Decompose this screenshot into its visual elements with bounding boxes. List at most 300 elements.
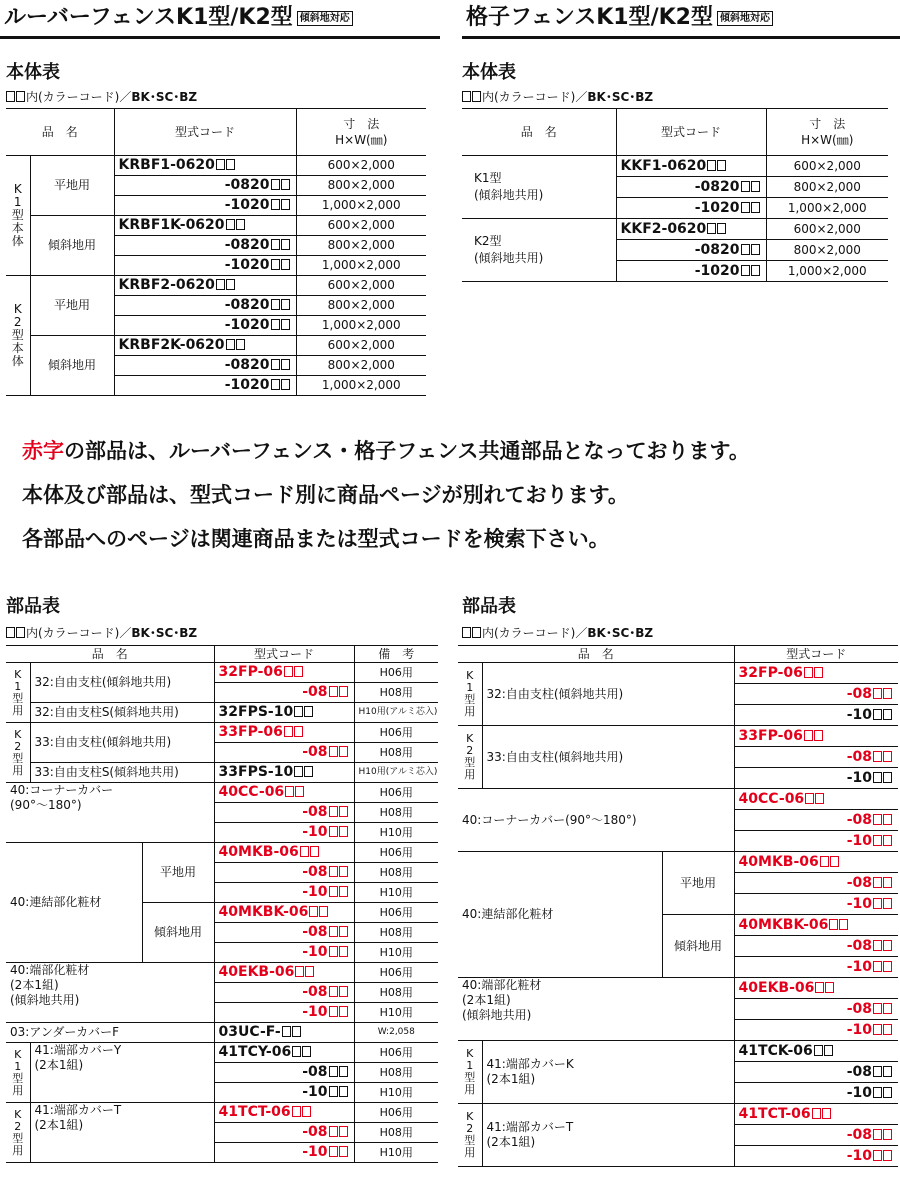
notice-line-1: 赤字の部品は、ルーバーフェンス・格子フェンス共通部品となっております。 — [22, 439, 750, 463]
color-code-box-icon — [883, 814, 892, 825]
right-page-title — [466, 4, 773, 32]
color-code-box-icon — [339, 686, 348, 697]
right-color-note: 内(カラーコード)／BK･SC･BZ — [462, 90, 653, 105]
color-code-box-icon — [339, 826, 348, 837]
code-text: -08 — [302, 864, 328, 880]
model-code — [214, 1063, 354, 1083]
code-text: 40MKB-06 — [218, 844, 299, 860]
color-code-box-icon — [339, 886, 348, 897]
parts-row — [6, 1103, 438, 1123]
color-code-box-icon — [751, 244, 760, 255]
model-code — [734, 663, 898, 684]
dimension: 600×2,000 — [766, 156, 888, 177]
dimension: 1,000×2,000 — [766, 198, 888, 219]
model-code — [616, 156, 766, 177]
remarks: H06用 — [354, 843, 438, 863]
color-code-box-icon — [292, 1106, 301, 1117]
model-code — [114, 376, 296, 396]
model-code — [734, 1125, 898, 1146]
code-text: KRBF2K-0620 — [118, 337, 225, 353]
color-code-box-icon — [302, 1106, 311, 1117]
slope-label: 傾斜地用 — [142, 903, 214, 963]
model-code — [214, 983, 354, 1003]
code-text: 33FP-06 — [218, 724, 283, 740]
color-code-box-icon — [271, 359, 280, 370]
color-code-box-icon — [883, 877, 892, 888]
color-code-box-icon — [281, 199, 290, 210]
color-code-box-icon — [873, 709, 882, 720]
color-code-box-icon — [339, 1126, 348, 1137]
color-code-box-icon — [717, 160, 726, 171]
header-dim: 寸 法 H×W(㎜) — [766, 109, 888, 156]
code-text: -08 — [846, 1126, 873, 1143]
slope-label: 傾斜地用 — [30, 336, 114, 396]
code-text: KKF1-0620 — [620, 157, 707, 174]
color-code-box-icon — [285, 786, 294, 797]
left-page-title — [4, 4, 353, 32]
color-code-box-icon — [339, 1006, 348, 1017]
code-text: -10 — [846, 706, 873, 723]
dimension: 1,000×2,000 — [296, 376, 426, 396]
model-code — [214, 1043, 354, 1063]
code-text: -08 — [846, 685, 873, 702]
code-text: -08 — [302, 1064, 328, 1080]
color-code-box-icon — [226, 279, 235, 290]
model-code — [734, 789, 898, 810]
color-code-box-icon — [281, 179, 290, 190]
k2-parts-label: K 2 型 用 — [6, 1103, 30, 1163]
color-code-box-icon — [741, 202, 750, 213]
color-code-box-icon — [339, 1086, 348, 1097]
model-code — [616, 240, 766, 261]
color-code-box-icon — [822, 1108, 831, 1119]
header-name: 品 名 — [462, 109, 616, 156]
color-code-box-icon — [319, 906, 328, 917]
color-code-box-icon — [294, 726, 303, 737]
remarks: H10用(アルミ芯入) — [354, 763, 438, 783]
color-code-box-icon — [741, 244, 750, 255]
k1-parts-label: K 1 型 用 — [458, 663, 482, 726]
color-code-box-icon — [883, 898, 892, 909]
k2-parts-label: K 2 型 用 — [458, 726, 482, 789]
model-code — [214, 803, 354, 823]
model-code — [616, 219, 766, 240]
model-code — [734, 1062, 898, 1083]
right-title-text: 格子フェンスK1型/K2型 — [466, 5, 713, 30]
model-code — [616, 177, 766, 198]
remarks: H08用 — [354, 743, 438, 763]
color-code-box-icon — [717, 223, 726, 234]
remarks: H08用 — [354, 683, 438, 703]
color-code-box-icon — [883, 688, 892, 699]
code-text: 40MKBK-06 — [738, 916, 829, 933]
color-code-box-icon — [812, 1108, 821, 1119]
color-code-box-icon — [873, 1003, 882, 1014]
left-title-rule — [0, 36, 440, 39]
color-code-box-icon — [815, 793, 824, 804]
model-code — [214, 1023, 354, 1043]
color-code-box-icon — [226, 339, 235, 350]
model-code — [734, 810, 898, 831]
remarks: H08用 — [354, 1123, 438, 1143]
parts-row — [458, 789, 898, 810]
color-code-box-icon — [883, 1003, 892, 1014]
parts-row — [458, 1104, 898, 1125]
parts-row — [6, 783, 438, 803]
color-code-box-icon — [873, 1066, 882, 1077]
code-text: -0820 — [694, 241, 740, 258]
flat-label: 平地用 — [142, 843, 214, 903]
part-40ekb: 40:端部化粧材 (2本1組) (傾斜地共用) — [6, 963, 214, 1023]
model-code — [734, 1041, 898, 1062]
code-text: -1020 — [224, 197, 270, 213]
code-text: -10 — [302, 824, 328, 840]
code-text: 41TCY-06 — [218, 1044, 292, 1060]
color-code-box-icon — [883, 751, 892, 762]
model-code — [734, 768, 898, 789]
remarks: H10用 — [354, 1143, 438, 1163]
color-code-box-icon — [873, 1150, 882, 1161]
parts-row — [6, 843, 438, 863]
model-code — [214, 1083, 354, 1103]
color-code-box-icon — [839, 919, 848, 930]
model-code — [214, 743, 354, 763]
code-text: -1020 — [224, 317, 270, 333]
part-03: 03:アンダーカバーF — [6, 1023, 214, 1043]
header-code: 型式コード — [616, 109, 766, 156]
part-41k: 41:端部カバーK (2本1組) — [482, 1041, 734, 1104]
color-code-box-icon — [271, 319, 280, 330]
color-code-box-icon — [226, 159, 235, 170]
code-text: 41TCT-06 — [738, 1105, 811, 1122]
color-code-box-icon — [281, 299, 290, 310]
model-code — [616, 198, 766, 219]
color-code-box-icon — [883, 772, 892, 783]
left-body-table-title: 本体表 — [6, 62, 60, 83]
color-code-box-icon — [804, 667, 813, 678]
model-code — [214, 823, 354, 843]
code-text: -10 — [846, 1147, 873, 1164]
code-text: -0820 — [224, 237, 270, 253]
model-code — [214, 683, 354, 703]
remarks: H10用 — [354, 823, 438, 843]
color-code-box-icon — [825, 982, 834, 993]
color-code-box-icon — [883, 835, 892, 846]
color-code-box-icon — [216, 279, 225, 290]
color-code-box-icon — [883, 961, 892, 972]
header-code: 型式コード — [214, 646, 354, 663]
color-code-box-icon — [707, 160, 716, 171]
color-code-box-icon — [339, 986, 348, 997]
model-code — [214, 663, 354, 683]
model-code — [114, 256, 296, 276]
dimension: 800×2,000 — [766, 240, 888, 261]
code-text: -08 — [302, 744, 328, 760]
code-text: -0820 — [224, 297, 270, 313]
color-code-box-icon — [329, 926, 338, 937]
parts-row — [6, 723, 438, 743]
color-code-box-icon — [329, 826, 338, 837]
header-remarks: 備 考 — [354, 646, 438, 663]
part-40mkb: 40:連結部化粧材 — [458, 852, 662, 978]
code-text: 32FPS-10 — [218, 704, 294, 720]
color-code-box-icon — [815, 982, 824, 993]
color-code-box-icon — [830, 856, 839, 867]
code-text: -08 — [302, 1124, 328, 1140]
color-code-box-icon — [741, 181, 750, 192]
color-code-box-icon — [271, 199, 280, 210]
color-code-box-icon — [873, 1024, 882, 1035]
k1-parts-label: K 1 型 用 — [6, 663, 30, 723]
color-code-box-icon — [329, 1066, 338, 1077]
code-text: -08 — [846, 874, 873, 891]
part-32: 32:自由支柱(傾斜地共用) — [30, 663, 214, 703]
header-name: 品 名 — [458, 646, 734, 663]
model-code — [114, 156, 296, 176]
color-code-box-icon — [292, 1026, 301, 1037]
dimension: 1,000×2,000 — [296, 316, 426, 336]
color-code-box-icon — [751, 265, 760, 276]
color-code-box-icon — [741, 265, 750, 276]
code-text: KRBF1-0620 — [118, 157, 215, 173]
model-code — [734, 1083, 898, 1104]
color-code-box-icon — [294, 766, 303, 777]
flat-label: 平地用 — [662, 852, 734, 915]
flat-label: 平地用 — [30, 156, 114, 216]
model-code — [214, 963, 354, 983]
code-text: 33FP-06 — [738, 727, 803, 744]
color-code-box-icon — [329, 686, 338, 697]
code-text: -08 — [302, 804, 328, 820]
color-code-box-icon — [305, 966, 314, 977]
color-code-box-icon — [309, 906, 318, 917]
model-code — [734, 936, 898, 957]
code-text: -10 — [846, 1084, 873, 1101]
notice-line-3: 各部品へのページは関連商品または型式コードを検索下さい。 — [22, 527, 610, 551]
color-code-box-icon — [310, 846, 319, 857]
left-body-table — [6, 108, 426, 396]
code-text: -10 — [846, 895, 873, 912]
dimension: 600×2,000 — [296, 156, 426, 176]
remarks: H06用 — [354, 1043, 438, 1063]
remarks: H06用 — [354, 1103, 438, 1123]
color-code-box-icon — [304, 766, 313, 777]
color-code-box-icon — [751, 202, 760, 213]
color-code-box-icon — [873, 961, 882, 972]
color-code-box-icon — [814, 730, 823, 741]
code-text: -10 — [302, 1004, 328, 1020]
color-code-box-icon — [329, 986, 338, 997]
model-code — [114, 316, 296, 336]
code-text: 32FP-06 — [738, 664, 803, 681]
part-32s: 32:自由支柱S(傾斜地共用) — [30, 703, 214, 723]
color-code-box-icon — [339, 746, 348, 757]
remarks: H06用 — [354, 723, 438, 743]
k1-body-label: K 1 型 本 体 — [6, 156, 30, 276]
color-code-box-icon — [329, 866, 338, 877]
parts-row — [458, 663, 898, 684]
color-code-box-icon — [226, 219, 235, 230]
k2-parts-label: K 2 型 用 — [6, 723, 30, 783]
model-code — [114, 216, 296, 236]
color-code-box-icon — [329, 1126, 338, 1137]
color-code-box-icon — [873, 772, 882, 783]
color-code-box-icon — [883, 940, 892, 951]
part-33s: 33:自由支柱S(傾斜地共用) — [30, 763, 214, 783]
color-code-box-icon — [883, 1087, 892, 1098]
remarks: H08用 — [354, 803, 438, 823]
color-code-box-icon — [873, 814, 882, 825]
code-text: -08 — [846, 748, 873, 765]
flat-label: 平地用 — [30, 276, 114, 336]
part-33: 33:自由支柱(傾斜地共用) — [30, 723, 214, 763]
model-code — [734, 684, 898, 705]
model-code — [214, 843, 354, 863]
color-code-box-icon — [329, 806, 338, 817]
code-text: -10 — [846, 1021, 873, 1038]
part-40ekb: 40:端部化粧材 (2本1組) (傾斜地共用) — [458, 978, 734, 1041]
color-code-box-icon — [804, 730, 813, 741]
remarks: H06用 — [354, 903, 438, 923]
remarks: H08用 — [354, 983, 438, 1003]
header-dim: 寸 法 H×W(㎜) — [296, 109, 426, 156]
header-name: 品 名 — [6, 646, 214, 663]
remarks: H06用 — [354, 663, 438, 683]
part-41t: 41:端部カバーT (2本1組) — [482, 1104, 734, 1167]
left-parts-color-note: 内(カラーコード)／BK･SC･BZ — [6, 626, 197, 641]
parts-row — [6, 703, 438, 723]
code-text: -0820 — [694, 178, 740, 195]
color-code-box-icon — [751, 181, 760, 192]
code-text: 40CC-06 — [738, 790, 805, 807]
code-text: -10 — [302, 944, 328, 960]
part-40cc: 40:コーナーカバー (90°〜180°) — [6, 783, 214, 843]
code-text: -08 — [302, 684, 328, 700]
color-code-box-icon — [304, 706, 313, 717]
code-text: -10 — [302, 1144, 328, 1160]
model-code — [734, 978, 898, 999]
k1-body-label: K1型 (傾斜地共用) — [462, 156, 616, 219]
model-code — [734, 705, 898, 726]
code-text: -08 — [302, 984, 328, 1000]
model-code — [214, 1143, 354, 1163]
remarks: H06用 — [354, 963, 438, 983]
remarks: H10用(アルミ芯入) — [354, 703, 438, 723]
model-code — [214, 923, 354, 943]
notice-line-2: 本体及び部品は、型式コード別に商品ページが別れております。 — [22, 483, 629, 507]
color-code-box-icon — [805, 793, 814, 804]
parts-row — [458, 726, 898, 747]
k2-body-label: K2型 (傾斜地共用) — [462, 219, 616, 282]
model-code — [734, 831, 898, 852]
model-code — [114, 236, 296, 256]
code-text: -1020 — [694, 262, 740, 279]
color-code-box-icon — [873, 1087, 882, 1098]
remarks: W:2,058 — [354, 1023, 438, 1043]
model-code — [214, 883, 354, 903]
color-code-box-icon — [281, 239, 290, 250]
code-text: KRBF2-0620 — [118, 277, 215, 293]
model-code — [214, 783, 354, 803]
color-code-box-icon — [281, 379, 290, 390]
color-code-box-icon — [339, 946, 348, 957]
code-text: -10 — [302, 884, 328, 900]
body-row — [462, 156, 888, 177]
remarks: H06用 — [354, 783, 438, 803]
color-code-box-icon — [236, 219, 245, 230]
color-code-box-icon — [339, 926, 348, 937]
code-text: 03UC-F- — [218, 1024, 281, 1040]
dimension: 1,000×2,000 — [296, 256, 426, 276]
color-code-box-icon — [329, 1146, 338, 1157]
color-code-box-icon — [883, 1024, 892, 1035]
color-code-box-icon — [873, 1129, 882, 1140]
code-text: 40CC-06 — [218, 784, 285, 800]
model-code — [214, 943, 354, 963]
color-code-box-icon — [271, 179, 280, 190]
model-code — [114, 356, 296, 376]
color-code-box-icon — [282, 1026, 291, 1037]
code-text: KKF2-0620 — [620, 220, 707, 237]
color-code-box-icon — [281, 259, 290, 270]
model-code — [734, 915, 898, 936]
code-text: 33FPS-10 — [218, 764, 294, 780]
color-code-box-icon — [329, 746, 338, 757]
code-text: 41TCK-06 — [738, 1042, 813, 1059]
code-text: 40EKB-06 — [218, 964, 295, 980]
header-code: 型式コード — [734, 646, 898, 663]
model-code — [114, 196, 296, 216]
code-text: 40EKB-06 — [738, 979, 815, 996]
color-code-box-icon — [339, 866, 348, 877]
color-code-box-icon — [294, 666, 303, 677]
model-code — [734, 852, 898, 873]
body-row — [6, 336, 426, 356]
slope-label: 傾斜地用 — [30, 216, 114, 276]
dimension: 600×2,000 — [296, 276, 426, 296]
color-code-box-icon — [873, 835, 882, 846]
color-code-box-icon — [271, 239, 280, 250]
k1-parts-label: K 1 型 用 — [458, 1041, 482, 1104]
code-text: -1020 — [694, 199, 740, 216]
right-body-table-title: 本体表 — [462, 62, 516, 83]
part-41y: 41:端部カバーY (2本1組) — [30, 1043, 214, 1103]
left-color-note: 内(カラーコード)／BK･SC･BZ — [6, 90, 197, 105]
color-code-box-icon — [294, 706, 303, 717]
code-text: -08 — [846, 1000, 873, 1017]
code-text: 40MKB-06 — [738, 853, 819, 870]
model-code — [734, 999, 898, 1020]
parts-row — [6, 763, 438, 783]
color-code-box-icon — [271, 259, 280, 270]
code-text: -0820 — [224, 357, 270, 373]
color-code-box-icon — [814, 667, 823, 678]
color-code-box-icon — [339, 1146, 348, 1157]
parts-row — [6, 963, 438, 983]
code-text: -0820 — [224, 177, 270, 193]
model-code — [734, 957, 898, 978]
k1-parts-label: K 1 型 用 — [6, 1043, 30, 1103]
code-text: -1020 — [224, 257, 270, 273]
color-code-box-icon — [883, 1129, 892, 1140]
code-text: 41TCT-06 — [218, 1104, 291, 1120]
part-40mkb: 40:連結部化粧材 — [6, 843, 142, 963]
parts-row — [6, 1023, 438, 1043]
color-code-box-icon — [873, 877, 882, 888]
color-code-box-icon — [236, 339, 245, 350]
part-33: 33:自由支柱(傾斜地共用) — [482, 726, 734, 789]
remarks: H08用 — [354, 923, 438, 943]
